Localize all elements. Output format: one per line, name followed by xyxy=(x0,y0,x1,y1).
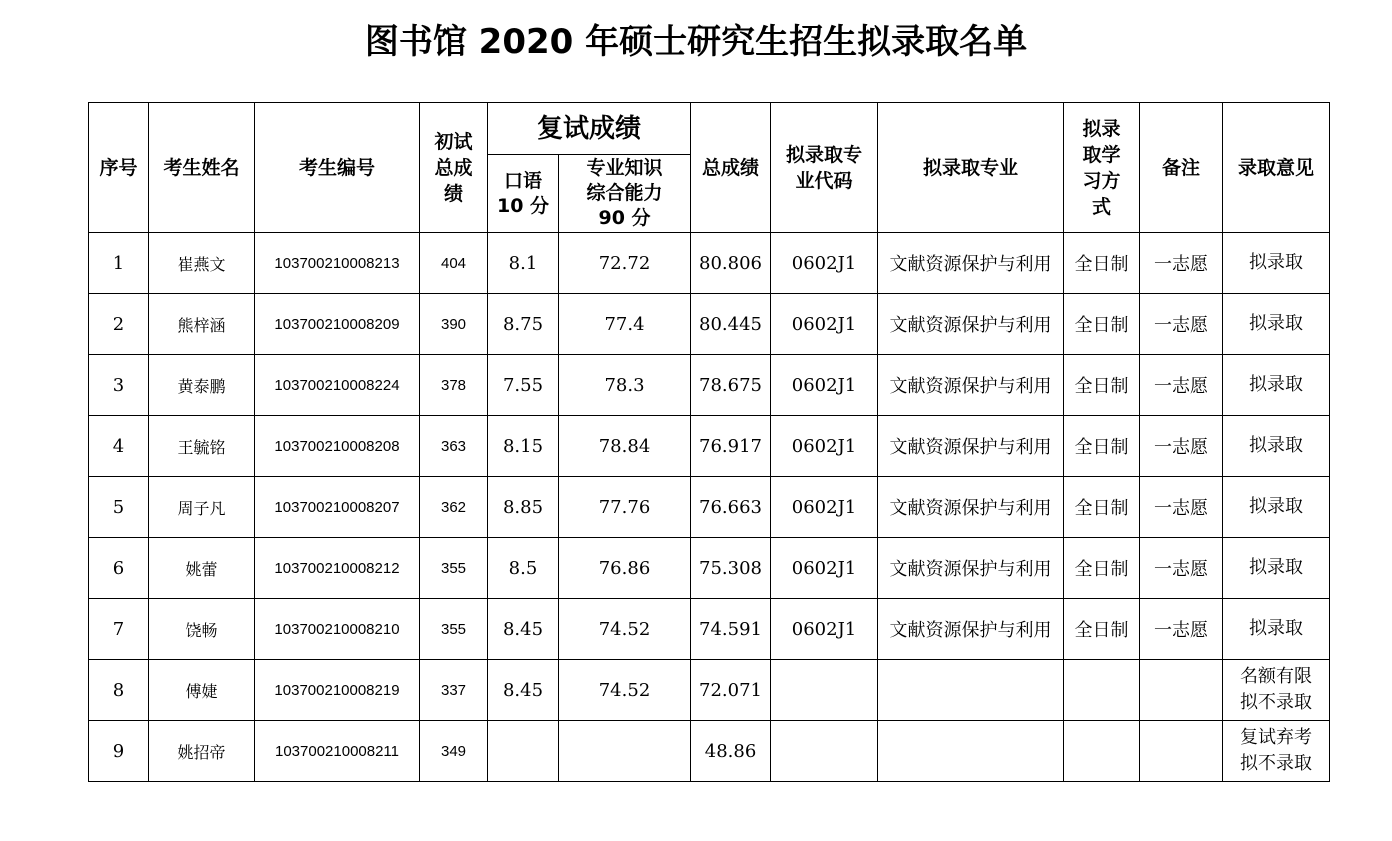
cell-index: 9 xyxy=(89,721,149,782)
cell-total: 80.445 xyxy=(691,294,771,355)
header-index: 序号 xyxy=(89,103,149,233)
cell-name: 黄泰鹏 xyxy=(149,355,255,416)
cell-exam-id: 103700210008211 xyxy=(255,721,420,782)
table-row xyxy=(89,355,1330,416)
cell-exam-id: 103700210008210 xyxy=(255,599,420,660)
cell-major-code: 0602J1 xyxy=(771,233,878,294)
cell-total: 76.663 xyxy=(691,477,771,538)
cell-professional: 78.3 xyxy=(559,355,691,416)
cell-initial-score: 404 xyxy=(420,233,488,294)
cell-study-mode: 全日制 xyxy=(1064,416,1140,477)
cell-oral: 8.45 xyxy=(488,660,559,721)
header-oral: 口语 10 分 xyxy=(488,155,559,233)
page-title: 图书馆 2020 年硕士研究生招生拟录取名单 xyxy=(364,22,1028,62)
header-exam-id: 考生编号 xyxy=(255,103,420,233)
cell-index: 7 xyxy=(89,599,149,660)
header-retest-group: 复试成绩 xyxy=(488,103,691,155)
cell-major-code xyxy=(771,721,878,782)
table-row xyxy=(89,599,1330,660)
header-remark: 备注 xyxy=(1140,103,1223,233)
cell-name: 姚蕾 xyxy=(149,538,255,599)
cell-initial-score: 355 xyxy=(420,538,488,599)
cell-major-code: 0602J1 xyxy=(771,477,878,538)
cell-professional: 74.52 xyxy=(559,660,691,721)
header-major-code: 拟录取专 业代码 xyxy=(771,103,878,233)
table-row xyxy=(89,660,1330,721)
cell-total: 48.86 xyxy=(691,721,771,782)
table-row xyxy=(89,721,1330,782)
cell-major-code: 0602J1 xyxy=(771,538,878,599)
cell-remark: 一志愿 xyxy=(1140,416,1223,477)
cell-total: 78.675 xyxy=(691,355,771,416)
cell-remark: 一志愿 xyxy=(1140,599,1223,660)
cell-opinion: 拟录取 xyxy=(1223,416,1330,477)
cell-major-code: 0602J1 xyxy=(771,416,878,477)
cell-total: 80.806 xyxy=(691,233,771,294)
cell-study-mode: 全日制 xyxy=(1064,477,1140,538)
cell-study-mode xyxy=(1064,721,1140,782)
table-header xyxy=(89,103,1330,233)
cell-total: 74.591 xyxy=(691,599,771,660)
cell-index: 4 xyxy=(89,416,149,477)
cell-total: 75.308 xyxy=(691,538,771,599)
cell-remark: 一志愿 xyxy=(1140,233,1223,294)
cell-study-mode: 全日制 xyxy=(1064,294,1140,355)
table-row xyxy=(89,477,1330,538)
cell-major: 文献资源保护与利用 xyxy=(878,416,1064,477)
cell-oral: 8.15 xyxy=(488,416,559,477)
cell-opinion: 拟录取 xyxy=(1223,477,1330,538)
cell-remark: 一志愿 xyxy=(1140,355,1223,416)
cell-name: 崔燕文 xyxy=(149,233,255,294)
cell-initial-score: 390 xyxy=(420,294,488,355)
cell-exam-id: 103700210008213 xyxy=(255,233,420,294)
cell-remark: 一志愿 xyxy=(1140,477,1223,538)
cell-oral: 8.45 xyxy=(488,599,559,660)
cell-major xyxy=(878,660,1064,721)
cell-initial-score: 355 xyxy=(420,599,488,660)
cell-index: 1 xyxy=(89,233,149,294)
header-name: 考生姓名 xyxy=(149,103,255,233)
cell-study-mode xyxy=(1064,660,1140,721)
cell-initial-score: 363 xyxy=(420,416,488,477)
header-initial-score: 初试 总成 绩 xyxy=(420,103,488,233)
cell-opinion: 拟录取 xyxy=(1223,538,1330,599)
cell-opinion: 拟录取 xyxy=(1223,599,1330,660)
cell-major-code xyxy=(771,660,878,721)
cell-professional: 78.84 xyxy=(559,416,691,477)
cell-study-mode: 全日制 xyxy=(1064,599,1140,660)
cell-major-code: 0602J1 xyxy=(771,599,878,660)
cell-remark: 一志愿 xyxy=(1140,538,1223,599)
cell-index: 5 xyxy=(89,477,149,538)
header-professional: 专业知识 综合能力 90 分 xyxy=(559,155,691,233)
cell-remark xyxy=(1140,721,1223,782)
table-row xyxy=(89,538,1330,599)
table-row xyxy=(89,416,1330,477)
cell-exam-id: 103700210008208 xyxy=(255,416,420,477)
cell-remark: 一志愿 xyxy=(1140,294,1223,355)
cell-exam-id: 103700210008209 xyxy=(255,294,420,355)
cell-index: 3 xyxy=(89,355,149,416)
cell-index: 2 xyxy=(89,294,149,355)
cell-study-mode: 全日制 xyxy=(1064,233,1140,294)
cell-major: 文献资源保护与利用 xyxy=(878,477,1064,538)
cell-initial-score: 378 xyxy=(420,355,488,416)
cell-professional xyxy=(559,721,691,782)
cell-name: 傅婕 xyxy=(149,660,255,721)
cell-major: 文献资源保护与利用 xyxy=(878,599,1064,660)
cell-professional: 76.86 xyxy=(559,538,691,599)
header-study-mode: 拟录 取学 习方 式 xyxy=(1064,103,1140,233)
cell-index: 8 xyxy=(89,660,149,721)
cell-major: 文献资源保护与利用 xyxy=(878,538,1064,599)
cell-name: 姚招帝 xyxy=(149,721,255,782)
cell-opinion: 拟录取 xyxy=(1223,355,1330,416)
header-total: 总成绩 xyxy=(691,103,771,233)
cell-opinion: 拟录取 xyxy=(1223,294,1330,355)
cell-oral: 7.55 xyxy=(488,355,559,416)
cell-opinion: 复试弃考 拟不录取 xyxy=(1223,721,1330,782)
cell-major xyxy=(878,721,1064,782)
cell-study-mode: 全日制 xyxy=(1064,355,1140,416)
cell-oral xyxy=(488,721,559,782)
cell-exam-id: 103700210008219 xyxy=(255,660,420,721)
cell-major: 文献资源保护与利用 xyxy=(878,294,1064,355)
cell-professional: 77.4 xyxy=(559,294,691,355)
cell-professional: 74.52 xyxy=(559,599,691,660)
cell-oral: 8.1 xyxy=(488,233,559,294)
cell-exam-id: 103700210008207 xyxy=(255,477,420,538)
cell-name: 饶畅 xyxy=(149,599,255,660)
cell-total: 76.917 xyxy=(691,416,771,477)
table-row xyxy=(89,294,1330,355)
cell-initial-score: 349 xyxy=(420,721,488,782)
cell-remark xyxy=(1140,660,1223,721)
cell-major: 文献资源保护与利用 xyxy=(878,355,1064,416)
cell-total: 72.071 xyxy=(691,660,771,721)
cell-exam-id: 103700210008224 xyxy=(255,355,420,416)
admission-table xyxy=(88,102,1330,782)
cell-oral: 8.5 xyxy=(488,538,559,599)
cell-professional: 77.76 xyxy=(559,477,691,538)
cell-professional: 72.72 xyxy=(559,233,691,294)
cell-major-code: 0602J1 xyxy=(771,355,878,416)
cell-opinion: 拟录取 xyxy=(1223,233,1330,294)
cell-name: 王毓铭 xyxy=(149,416,255,477)
cell-oral: 8.85 xyxy=(488,477,559,538)
cell-initial-score: 337 xyxy=(420,660,488,721)
cell-name: 周子凡 xyxy=(149,477,255,538)
cell-exam-id: 103700210008212 xyxy=(255,538,420,599)
cell-opinion: 名额有限 拟不录取 xyxy=(1223,660,1330,721)
header-opinion: 录取意见 xyxy=(1223,103,1330,233)
cell-name: 熊梓涵 xyxy=(149,294,255,355)
cell-major-code: 0602J1 xyxy=(771,294,878,355)
table-body xyxy=(89,233,1330,782)
table-row xyxy=(89,233,1330,294)
cell-index: 6 xyxy=(89,538,149,599)
cell-oral: 8.75 xyxy=(488,294,559,355)
header-major: 拟录取专业 xyxy=(878,103,1064,233)
cell-major: 文献资源保护与利用 xyxy=(878,233,1064,294)
cell-initial-score: 362 xyxy=(420,477,488,538)
cell-study-mode: 全日制 xyxy=(1064,538,1140,599)
